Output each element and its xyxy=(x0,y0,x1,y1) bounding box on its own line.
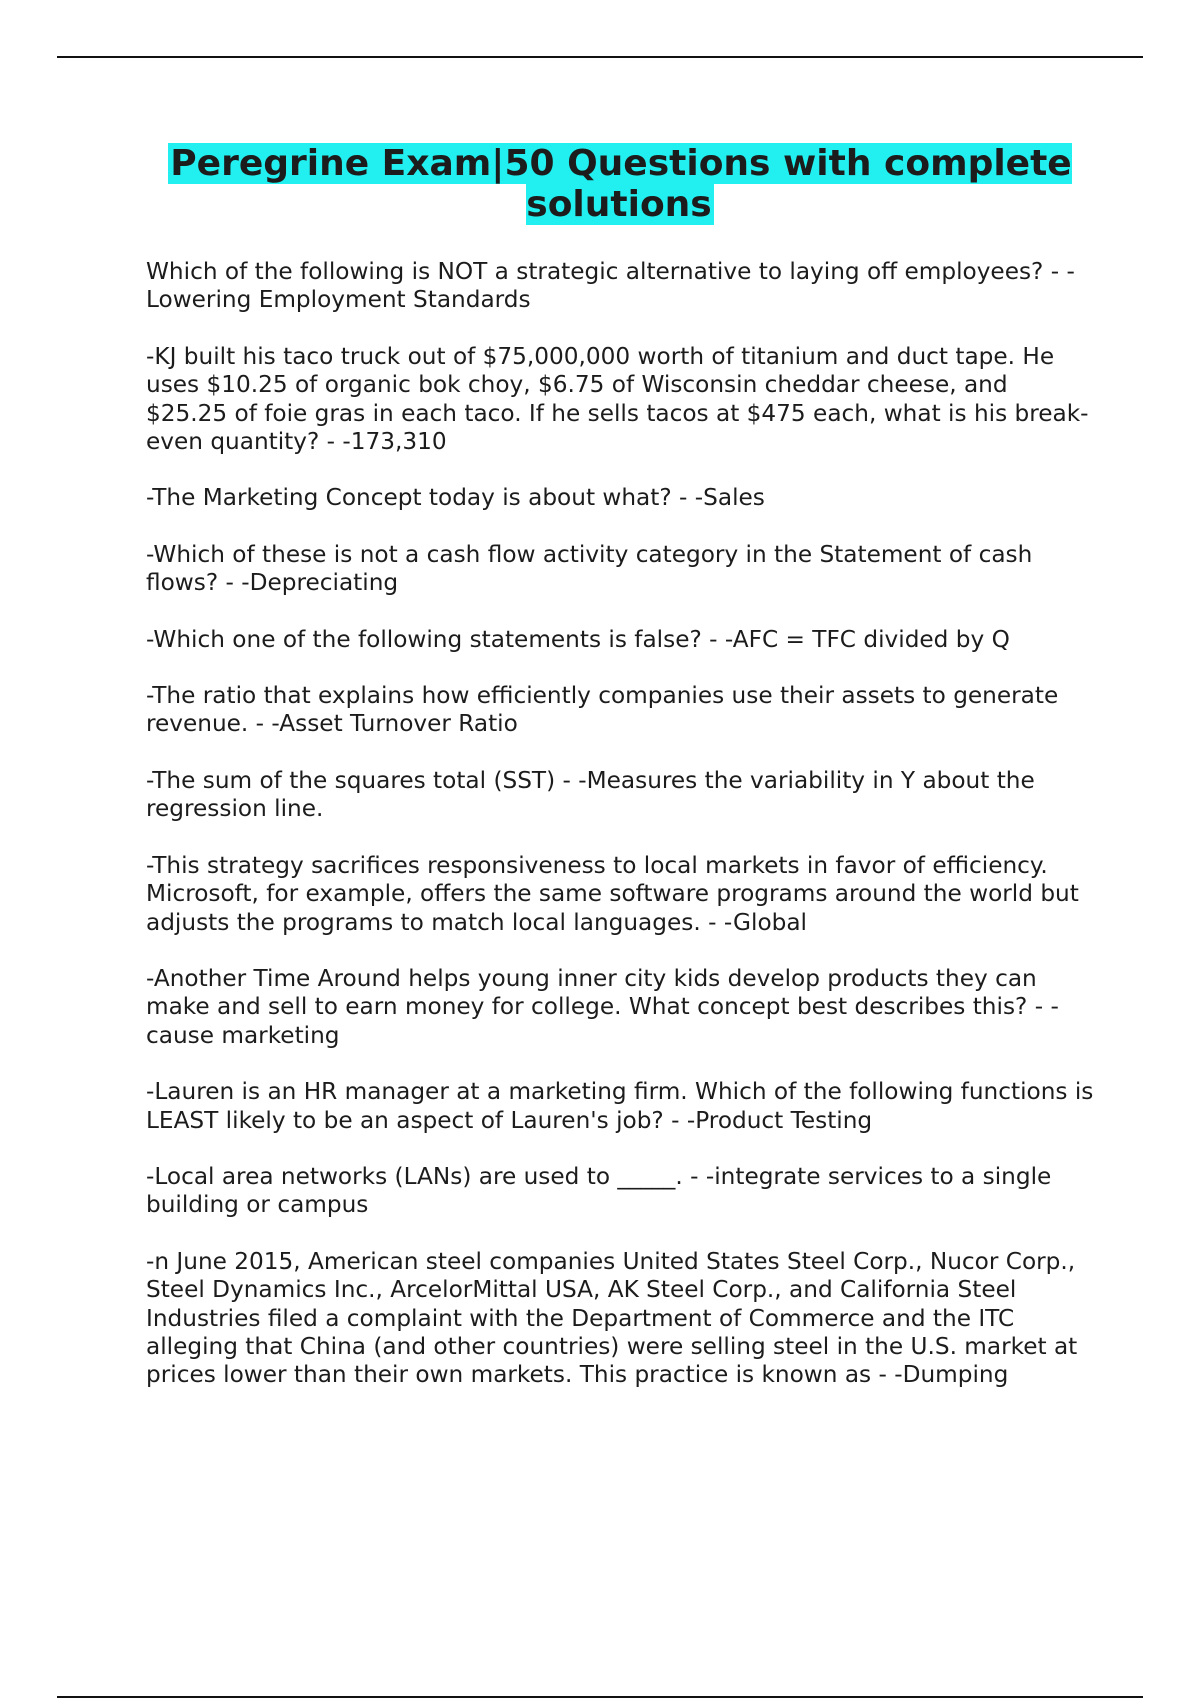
question-text: -The sum of the squares total (SST) - xyxy=(146,766,571,794)
answer-text: -Asset Turnover Ratio xyxy=(271,710,518,738)
question-text: -The ratio that explains how efficiently companies use their assets to generate revenue. - xyxy=(146,682,1059,738)
question-text: -The Marketing Concept today is about what? - xyxy=(146,484,688,512)
top-rule xyxy=(57,56,1143,58)
bottom-rule xyxy=(57,1696,1143,1698)
question-text: -Local area networks (LANs) are used to _____. - xyxy=(146,1162,699,1190)
question-text: -This strategy sacrifices responsiveness to local markets in favor of efficiency. Microsoft, for example, offers the same software programs around the world but adjusts the programs to match local languages. - xyxy=(146,851,1079,936)
qa-item xyxy=(146,682,1096,739)
qa-item xyxy=(146,767,1096,824)
qa-item xyxy=(146,541,1096,598)
answer-text: -173,310 xyxy=(342,428,447,456)
answer-text: -Measures the variability in Y about the regression line. xyxy=(146,766,1035,823)
question-text: -Which of these is not a cash flow activity category in the Statement of cash flows? - xyxy=(146,540,1033,597)
answer-text: -Depreciating xyxy=(241,569,399,597)
answer-text: -AFC = TFC divided by Q xyxy=(724,625,1010,653)
qa-item xyxy=(146,343,1096,457)
qa-list xyxy=(146,258,1096,1418)
question-text: -Which one of the following statements is false? - xyxy=(146,625,718,653)
question-text: -n June 2015, American steel companies United States Steel Corp., Nucor Corp., Steel Dynamics Inc., ArcelorMittal USA, AK Steel Corp., and California Steel Industries filed a complaint with the Department of Commerce and the ITC alleging that China (and other countries) were selling steel in the U.S. market at prices lower than their own markets. This practice is known as - xyxy=(146,1247,1078,1389)
qa-item xyxy=(146,965,1096,1050)
answer-text: -Product Testing xyxy=(686,1106,873,1134)
answer-text: -Sales xyxy=(694,484,765,512)
answer-text: -Lowering Employment Standards xyxy=(146,258,1075,314)
qa-item xyxy=(146,1248,1096,1390)
qa-item xyxy=(146,852,1096,937)
answer-text: -cause marketing xyxy=(146,993,1059,1049)
question-text: Which of the following is NOT a strategic alternative to laying off employees? - xyxy=(146,258,1060,285)
question-text: -Lauren is an HR manager at a marketing firm. Which of the following functions is LEAST likely to be an aspect of Lauren's job? - xyxy=(146,1078,1094,1134)
qa-item xyxy=(146,484,1096,512)
question-text: -KJ built his taco truck out of $75,000,000 worth of titanium and duct tape. He uses $10.25 of organic bok choy, $6.75 of Wisconsin cheddar cheese, and $25.25 of foie gras in each taco. If he sells tacos at $475 each, what is his break-even quantity? - xyxy=(146,342,1089,456)
qa-item xyxy=(146,1163,1096,1220)
question-text: -Another Time Around helps young inner city kids develop products they can make and sell to earn money for college. What concept best describes this? - xyxy=(146,964,1044,1021)
page-title-text: Peregrine Exam|50 Questions with complete solutions xyxy=(170,143,1072,225)
qa-item xyxy=(146,626,1096,654)
answer-text: -Global xyxy=(723,908,807,936)
answer-text: -Dumping xyxy=(894,1361,1009,1389)
page-title xyxy=(100,143,1140,225)
qa-item xyxy=(146,1078,1096,1135)
qa-item xyxy=(146,258,1096,315)
answer-text: -integrate services to a single building or campus xyxy=(146,1162,1052,1219)
